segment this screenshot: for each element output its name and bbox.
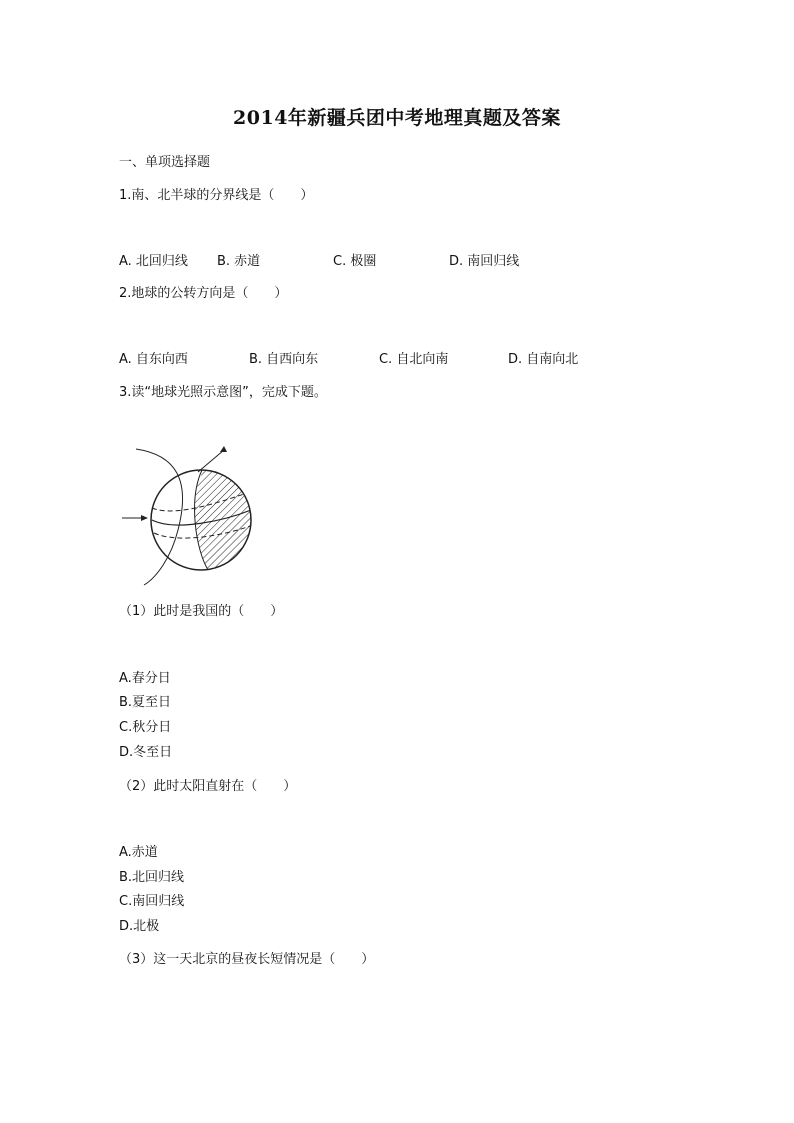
q2-option-b: B. 自西向东 [249, 352, 319, 367]
q1-option-c: C. 极圈 [333, 254, 377, 269]
question-3-3-stem: （3）这一天北京的昼夜长短情况是（ ） [119, 952, 375, 967]
earth-illumination-diagram [116, 440, 276, 590]
q3-1-option-d: D.冬至日 [119, 745, 173, 760]
q3-2-option-c: C.南回归线 [119, 894, 185, 909]
question-3-1-stem: （1）此时是我国的（ ） [119, 604, 284, 619]
question-1-stem: 1.南、北半球的分界线是（ ） [119, 188, 314, 203]
q2-option-a: A. 自东向西 [119, 352, 188, 367]
q1-option-a: A. 北回归线 [119, 254, 188, 269]
q3-2-option-d: D.北极 [119, 919, 160, 934]
q3-1-option-b: B.夏至日 [119, 695, 172, 710]
earth-illumination-svg [116, 440, 276, 590]
q3-2-option-b: B.北回归线 [119, 870, 185, 885]
section-heading: 一、单项选择题 [119, 155, 211, 170]
q3-1-option-c: C.秋分日 [119, 720, 172, 735]
question-3-stem: 3.读“地球光照示意图”，完成下题。 [119, 385, 327, 400]
q3-2-option-a: A.赤道 [119, 845, 158, 860]
q2-option-c: C. 自北向南 [379, 352, 449, 367]
question-2-stem: 2.地球的公转方向是（ ） [119, 286, 288, 301]
q2-option-d: D. 自南向北 [508, 352, 579, 367]
document-title: 2014年新疆兵团中考地理真题及答案 [233, 107, 561, 129]
question-3-2-stem: （2）此时太阳直射在（ ） [119, 779, 297, 794]
q1-option-b: B. 赤道 [217, 254, 261, 269]
q3-1-option-a: A.春分日 [119, 671, 171, 686]
q1-option-d: D. 南回归线 [449, 254, 520, 269]
